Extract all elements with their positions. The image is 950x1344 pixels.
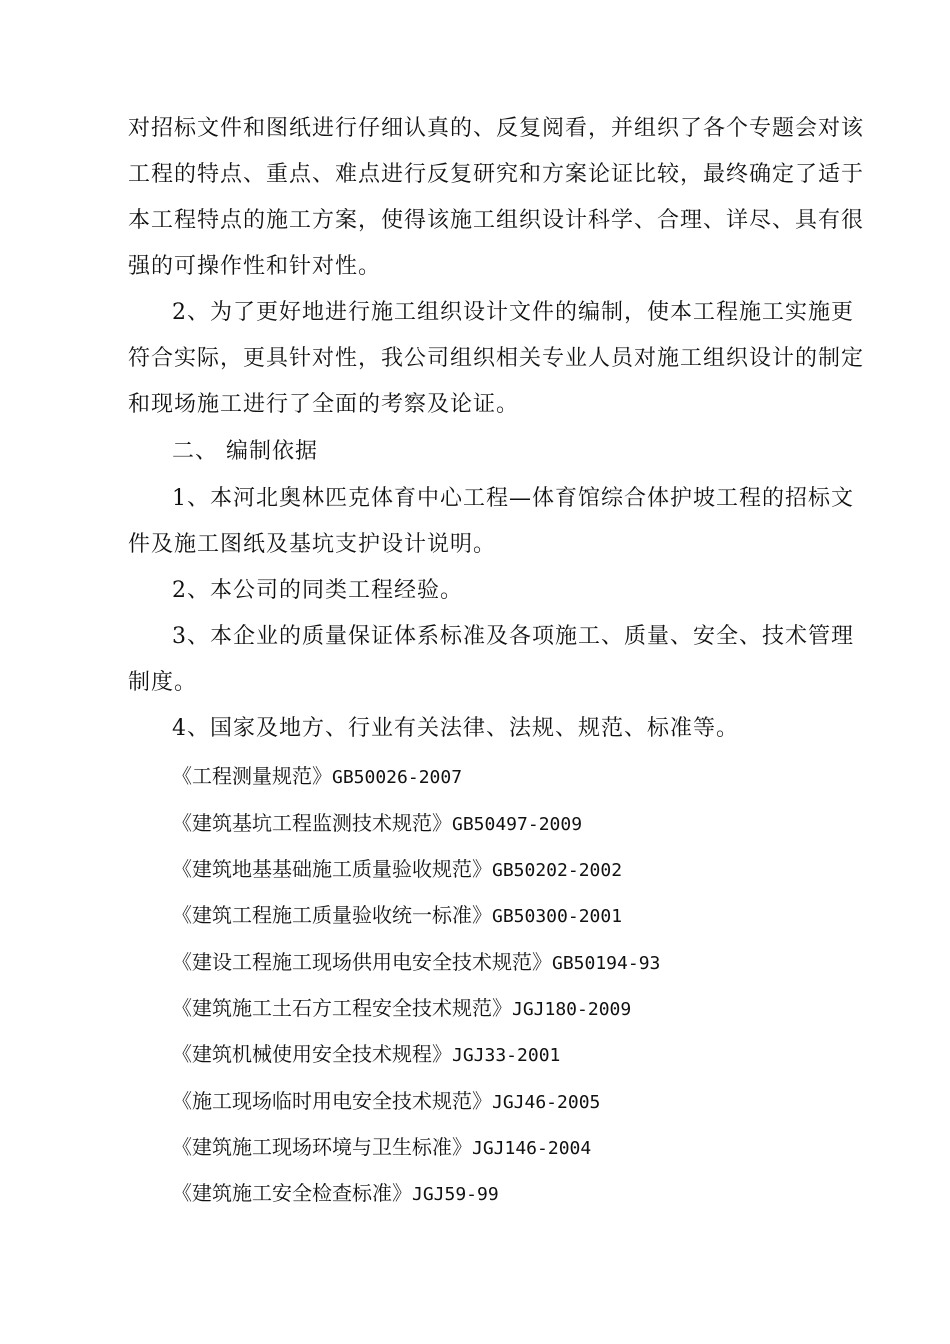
section-heading: 二、 编制依据 <box>172 439 318 464</box>
standard-item <box>172 1178 499 1210</box>
paragraph-line: 本工程特点的施工方案，使得该施工组织设计科学、合理、详尽、具有很 <box>128 208 865 233</box>
standard-title: 《建设工程施工现场供用电安全技术规范》 <box>172 950 552 974</box>
standard-title: 《建筑机械使用安全技术规程》 <box>172 1042 452 1066</box>
standard-title: 《建筑施工现场环境与卫生标准》 <box>172 1135 472 1159</box>
standard-item <box>172 900 622 932</box>
standard-item <box>172 1086 600 1118</box>
basis-item-line: 制度。 <box>128 670 198 695</box>
standard-code: GB50497-2009 <box>452 814 583 835</box>
standard-item <box>172 808 582 840</box>
standard-item <box>172 854 622 886</box>
standard-item <box>172 1039 560 1071</box>
standard-title: 《建筑施工土石方工程安全技术规范》 <box>172 996 512 1020</box>
standard-code: JGJ46-2005 <box>492 1092 601 1113</box>
standard-title: 《建筑工程施工质量验收统一标准》 <box>172 903 492 927</box>
standard-code: GB50202-2002 <box>492 860 623 881</box>
standard-code: JGJ180-2009 <box>512 999 632 1020</box>
standard-code: JGJ146-2004 <box>472 1138 592 1159</box>
paragraph-line: 符合实际，更具针对性，我公司组织相关专业人员对施工组织设计的制定 <box>128 346 865 371</box>
standard-item <box>172 947 660 979</box>
paragraph-line: 2、为了更好地进行施工组织设计文件的编制，使本工程施工实施更 <box>172 300 854 325</box>
standard-item <box>172 761 462 793</box>
paragraph-line: 强的可操作性和针对性。 <box>128 254 382 279</box>
paragraph-line: 工程的特点、重点、难点进行反复研究和方案论证比较，最终确定了适于 <box>128 162 865 187</box>
basis-item: 4、国家及地方、行业有关法律、法规、规范、标准等。 <box>172 716 739 741</box>
standard-item <box>172 1132 591 1164</box>
standard-code: GB50026-2007 <box>332 767 463 788</box>
basis-item-line: 1、本河北奥林匹克体育中心工程—体育馆综合体护坡工程的招标文 <box>172 486 854 511</box>
basis-item-line: 3、本企业的质量保证体系标准及各项施工、质量、安全、技术管理 <box>172 624 854 649</box>
standard-code: JGJ59-99 <box>412 1184 499 1205</box>
standard-title: 《工程测量规范》 <box>172 764 332 788</box>
standard-code: GB50194-93 <box>552 953 661 974</box>
basis-item: 2、本公司的同类工程经验。 <box>172 578 463 603</box>
standard-title: 《施工现场临时用电安全技术规范》 <box>172 1089 492 1113</box>
standard-item <box>172 993 631 1025</box>
standard-title: 《建筑施工安全检查标准》 <box>172 1181 412 1205</box>
standard-code: JGJ33-2001 <box>452 1045 561 1066</box>
standard-code: GB50300-2001 <box>492 906 623 927</box>
paragraph-line: 和现场施工进行了全面的考察及论证。 <box>128 392 520 417</box>
standard-title: 《建筑基坑工程监测技术规范》 <box>172 811 452 835</box>
basis-item-line: 件及施工图纸及基坑支护设计说明。 <box>128 532 497 557</box>
paragraph-line: 对招标文件和图纸进行仔细认真的、反复阅看，并组织了各个专题会对该 <box>128 116 865 141</box>
standard-title: 《建筑地基基础施工质量验收规范》 <box>172 857 492 881</box>
